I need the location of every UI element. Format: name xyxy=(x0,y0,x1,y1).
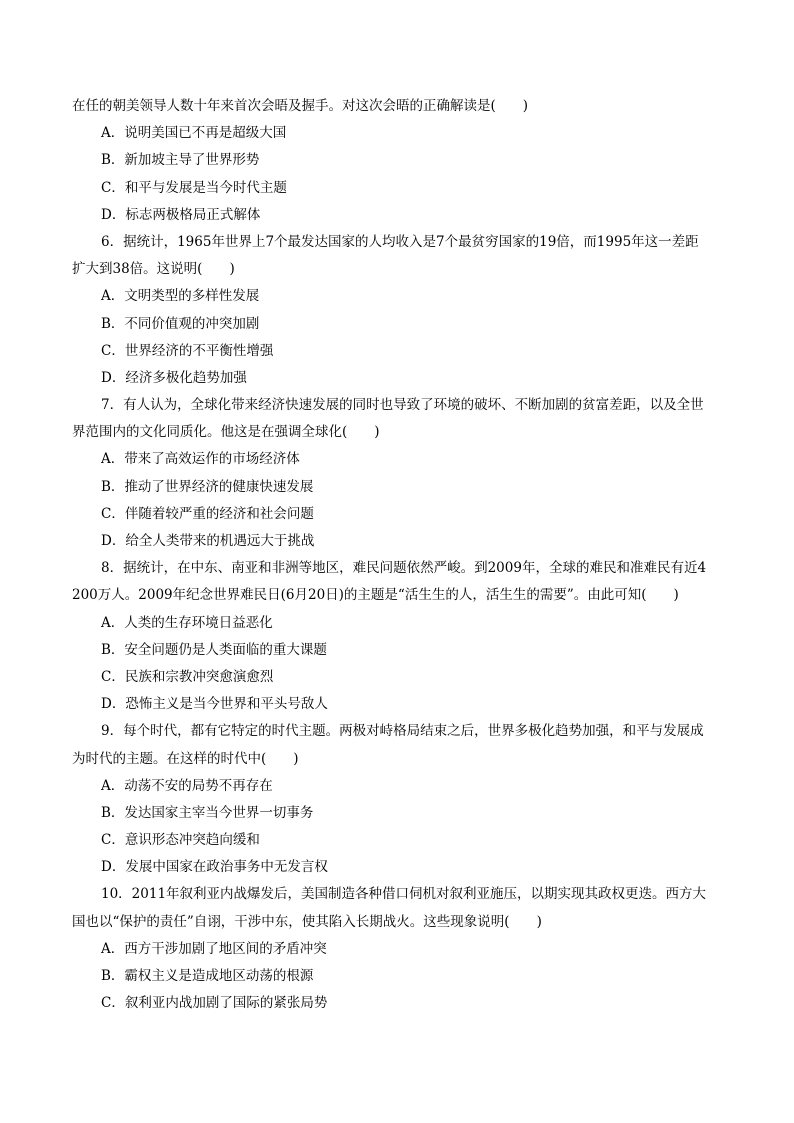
question-stem-line: 8．据统计，在中东、南亚和非洲等地区，难民问题依然严峻。到2009年，全球的难民和准难民有近4 xyxy=(101,560,707,577)
question-stem-line: 在任的朝美领导人数十年来首次会晤及握手。对这次会晤的正确解读是( ) xyxy=(72,98,529,114)
question-6 xyxy=(72,229,732,392)
question-10 xyxy=(72,881,732,1017)
option-c: C．民族和宗教冲突愈演愈烈 xyxy=(101,668,274,685)
option-a: A．带来了高效运作的市场经济体 xyxy=(101,451,300,468)
option-d: D．给全人类带来的机遇远大于挑战 xyxy=(101,533,315,549)
option-a: A．西方干涉加剧了地区间的矛盾冲突 xyxy=(101,940,327,957)
option-a: A．人类的生存环境日益恶化 xyxy=(101,614,273,631)
option-b: B．推动了世界经济的健康快速发展 xyxy=(101,478,314,495)
option-b: B．新加坡主导了世界形势 xyxy=(101,152,260,169)
option-d: D．标志两极格局正式解体 xyxy=(101,206,261,223)
option-c: C．和平与发展是当今时代主题 xyxy=(101,179,287,196)
question-stem-line: 200万人。2009年纪念世界难民日(6月20日)的主题是“活生生的人，活生生的需要”。由此可知( ) xyxy=(72,587,679,604)
question-stem-line: 国也以“保护的责任”自诩，干涉中东，使其陷入长期战火。这些现象说明( ) xyxy=(72,913,542,930)
option-c: C．世界经济的不平衡性增强 xyxy=(101,342,274,359)
question-8 xyxy=(72,555,732,718)
question-stem-line: 6．据统计，1965年世界上7个最发达国家的人均收入是7个最贫穷国家的19倍，而1995年这一差距 xyxy=(101,233,699,250)
option-b: B．安全问题仍是人类面临的重大课题 xyxy=(101,641,327,658)
option-d: D．发展中国家在政治事务中无发言权 xyxy=(101,859,328,876)
question-list xyxy=(72,93,732,1017)
question-stem-line: 10．2011年叙利亚内战爆发后，美国制造各种借口伺机对叙利亚施压，以期实现其政权更迭。西方大 xyxy=(101,886,707,903)
option-c: C．意识形态冲突趋向缓和 xyxy=(101,832,260,849)
option-a: A．说明美国已不再是超级大国 xyxy=(101,125,287,142)
option-a: A．文明类型的多样性发展 xyxy=(101,288,260,305)
option-c: C．叙利亚内战加剧了国际的紧张局势 xyxy=(101,995,328,1012)
option-d: D．经济多极化趋势加强 xyxy=(101,369,247,386)
option-a: A．动荡不安的局势不再存在 xyxy=(101,777,273,794)
question-stem-line: 扩大到38倍。这说明( ) xyxy=(72,261,235,278)
question-stem-line: 9．每个时代，都有它特定的时代主题。两极对峙格局结束之后，世界多极化趋势加强，和平与发展成 xyxy=(101,723,704,740)
option-b: B．不同价值观的冲突加剧 xyxy=(101,315,260,332)
question-7 xyxy=(72,392,732,555)
question-stem-line: 为时代的主题。在这样的时代中( ) xyxy=(72,750,299,767)
option-d: D．恐怖主义是当今世界和平头号敌人 xyxy=(101,696,328,713)
option-b: B．发达国家主宰当今世界一切事务 xyxy=(101,804,314,821)
option-c: C．伴随着较严重的经济和社会问题 xyxy=(101,505,314,522)
question-stem-line: 界范围内的文化同质化。他这是在强调全球化( ) xyxy=(72,424,380,441)
option-b: B．霸权主义是造成地区动荡的根源 xyxy=(101,968,314,984)
question-5-continued xyxy=(72,93,732,229)
question-9 xyxy=(72,718,732,881)
question-stem-line: 7．有人认为，全球化带来经济快速发展的同时也导致了环境的破坏、不断加剧的贫富差距，以及全世 xyxy=(101,397,704,414)
